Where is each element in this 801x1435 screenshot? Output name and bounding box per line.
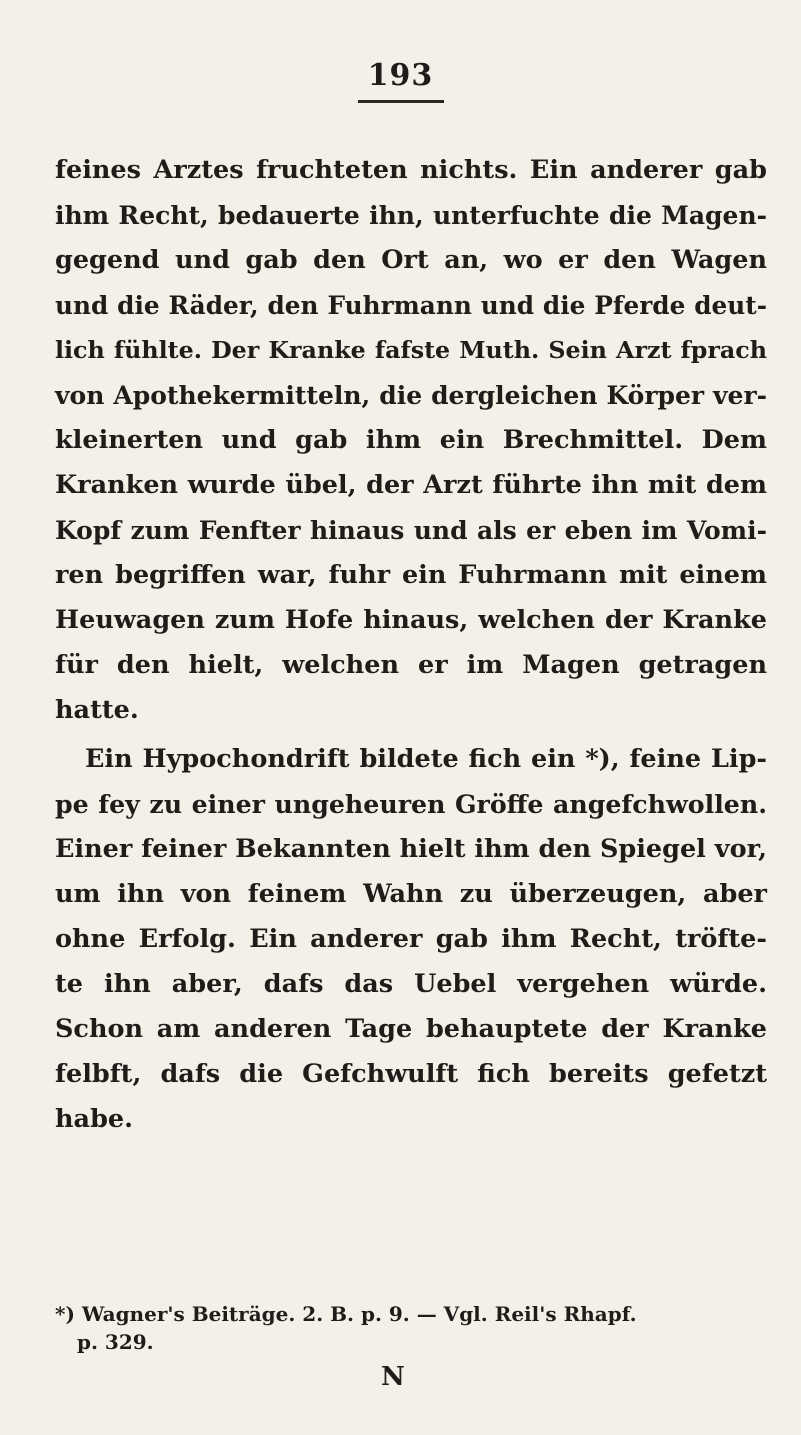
footnote-line: p. 329. [77, 1330, 154, 1354]
text-line: Schon am anderen Tage behauptete der Kranke [55, 1014, 767, 1044]
text-line: Heuwagen zum Hofe hinaus, welchen der Kranke [55, 605, 767, 635]
page-number-rule [358, 100, 444, 103]
text-line: hatte. [55, 695, 139, 725]
text-line: Einer feiner Bekannten hielt ihm den Spiegel vor, [55, 834, 768, 864]
text-line: te ihn aber, dafs das Uebel vergehen würde. [55, 969, 767, 999]
signature-mark: N [381, 1362, 405, 1392]
text-line: ohne Erfolg. Ein anderer gab ihm Recht, tröfte- [55, 924, 767, 954]
footnote-line: *) Wagner's Beiträge. 2. B. p. 9. — Vgl. Reil's Rhapf. [55, 1302, 637, 1326]
text-line: von Apothekermitteln, die dergleichen Körper ver- [55, 381, 767, 410]
text-line: ren begriffen war, fuhr ein Fuhrmann mit einem [55, 560, 767, 590]
text-line: um ihn von feinem Wahn zu überzeugen, aber [55, 879, 767, 909]
text-line: gegend und gab den Ort an, wo er den Wagen [55, 245, 767, 275]
text-line: kleinerten und gab ihm ein Brechmittel. Dem [55, 425, 767, 455]
paragraph-2 [55, 737, 767, 1142]
paragraph-1 [55, 148, 767, 733]
text-line: feines Arztes fruchteten nichts. Ein anderer gab [55, 155, 767, 185]
text-line: Kopf zum Fenfter hinaus und als er eben im Vomi- [55, 516, 767, 545]
text-line: lich fühlte. Der Kranke fafste Muth. Sein Arzt fprach [55, 336, 767, 364]
text-line: ihm Recht, bedauerte ihn, unterfuchte die Magen- [55, 201, 767, 230]
text-line: pe fey zu einer ungeheuren Gröffe angefchwollen. [55, 789, 767, 819]
text-line: Ein Hypochondrift bildete fich ein *), feine Lip- [85, 744, 767, 774]
footnote [55, 1300, 767, 1356]
page-number: 193 [367, 58, 434, 93]
text-line: habe. [55, 1104, 133, 1134]
text-line: für den hielt, welchen er im Magen getragen [55, 650, 767, 680]
text-line: felbft, dafs die Gefchwulft fich bereits gefetzt [55, 1059, 767, 1089]
text-line: und die Räder, den Fuhrmann und die Pferde deut- [55, 291, 767, 320]
text-line: Kranken wurde übel, der Arzt führte ihn mit dem [55, 470, 767, 500]
